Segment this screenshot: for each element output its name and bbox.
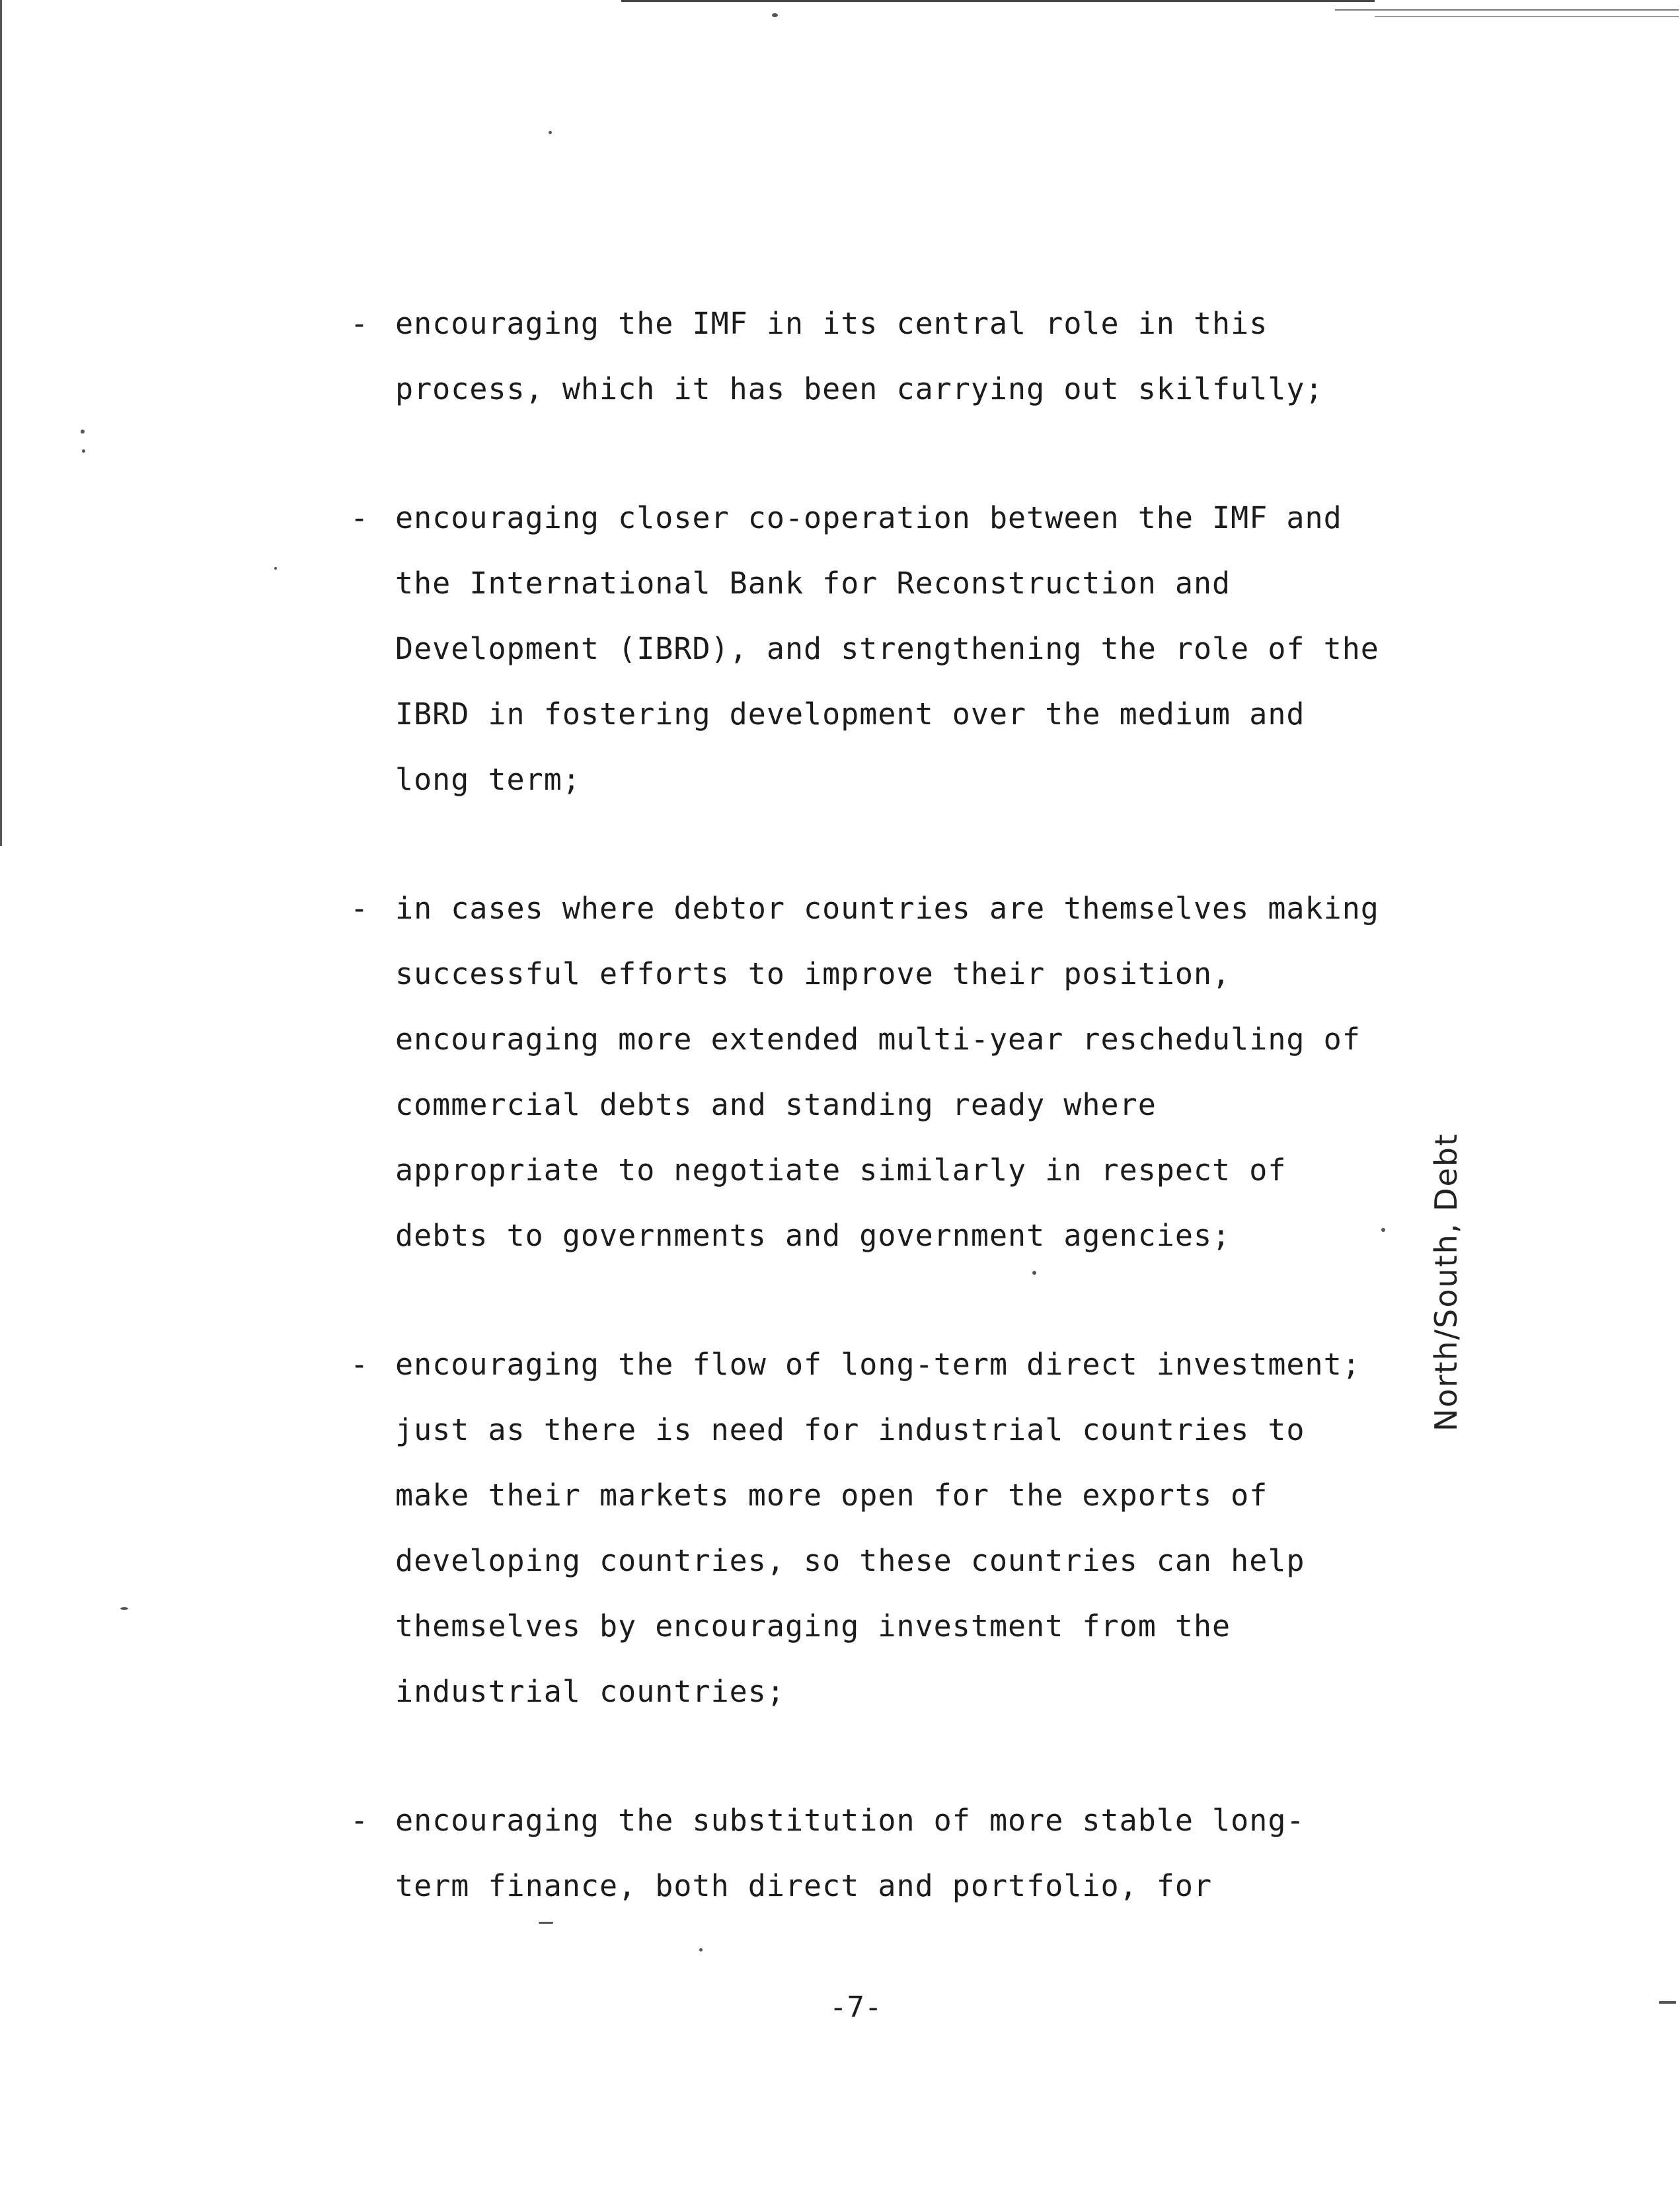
- scan-speck: [81, 430, 85, 434]
- bullet-line: encouraging more extended multi-year rescheduling of: [395, 1022, 1361, 1057]
- document-body: [350, 291, 1474, 1982]
- bullet-line: the International Bank for Reconstruction and: [395, 566, 1231, 601]
- bullet-line: developing countries, so these countries can help: [395, 1543, 1305, 1578]
- bullet-line: make their markets more open for the exports of: [395, 1478, 1268, 1513]
- bullet-dash: -: [350, 1347, 369, 1382]
- bullet-line: in cases where debtor countries are themselves making: [395, 891, 1379, 926]
- page-number: -7-: [829, 1991, 882, 2024]
- bullet-line: commercial debts and standing ready where: [395, 1087, 1157, 1122]
- bullet-line: themselves by encouraging investment from the: [395, 1609, 1231, 1644]
- bullet-line: just as there is need for industrial countries to: [395, 1412, 1305, 1447]
- bullet-line: term finance, both direct and portfolio, for: [395, 1868, 1213, 1903]
- bullet-item: [350, 1332, 1474, 1724]
- scan-top-rule: [1375, 16, 1679, 17]
- bullet-line: encouraging closer co-operation between the IMF and: [395, 500, 1342, 535]
- bullet-line: appropriate to negotiate similarly in respect of: [395, 1153, 1287, 1188]
- scan-speck: [120, 1607, 128, 1610]
- bullet-line: debts to governments and government agencies;: [395, 1218, 1231, 1253]
- bullet-line: encouraging the substitution of more stable long-: [395, 1803, 1305, 1838]
- bullet-line: industrial countries;: [395, 1674, 785, 1709]
- bullet-dash: -: [350, 306, 369, 341]
- bullet-line: Development (IBRD), and strengthening the role of the: [395, 631, 1379, 666]
- scan-speck: [82, 449, 85, 453]
- bullet-dash: -: [350, 1803, 369, 1838]
- scan-top-rule: [1335, 9, 1679, 11]
- scan-left-edge: [0, 0, 2, 846]
- scan-top-rule: [621, 0, 1375, 2]
- bullet-dash: -: [350, 500, 369, 535]
- bullet-line: encouraging the IMF in its central role in this: [395, 306, 1268, 341]
- bullet-item: [350, 1788, 1474, 1918]
- scan-speck: [772, 13, 778, 17]
- bullet-line: encouraging the flow of long-term direct investment;: [395, 1347, 1361, 1382]
- bullet-item: [350, 291, 1474, 422]
- bullet-item: [350, 485, 1474, 812]
- bullet-line: IBRD in fostering development over the medium and: [395, 697, 1305, 732]
- scan-speck: [549, 131, 552, 134]
- margin-topic-label: North/South, Debt: [1428, 1132, 1464, 1432]
- bullet-line: process, which it has been carrying out skilfully;: [395, 371, 1324, 406]
- scan-speck: [1659, 2001, 1676, 2004]
- bullet-line: long term;: [395, 762, 581, 797]
- scan-speck: [274, 567, 277, 570]
- bullet-dash: -: [350, 891, 369, 926]
- bullet-item: [350, 876, 1474, 1268]
- bullet-line: successful efforts to improve their position,: [395, 956, 1231, 991]
